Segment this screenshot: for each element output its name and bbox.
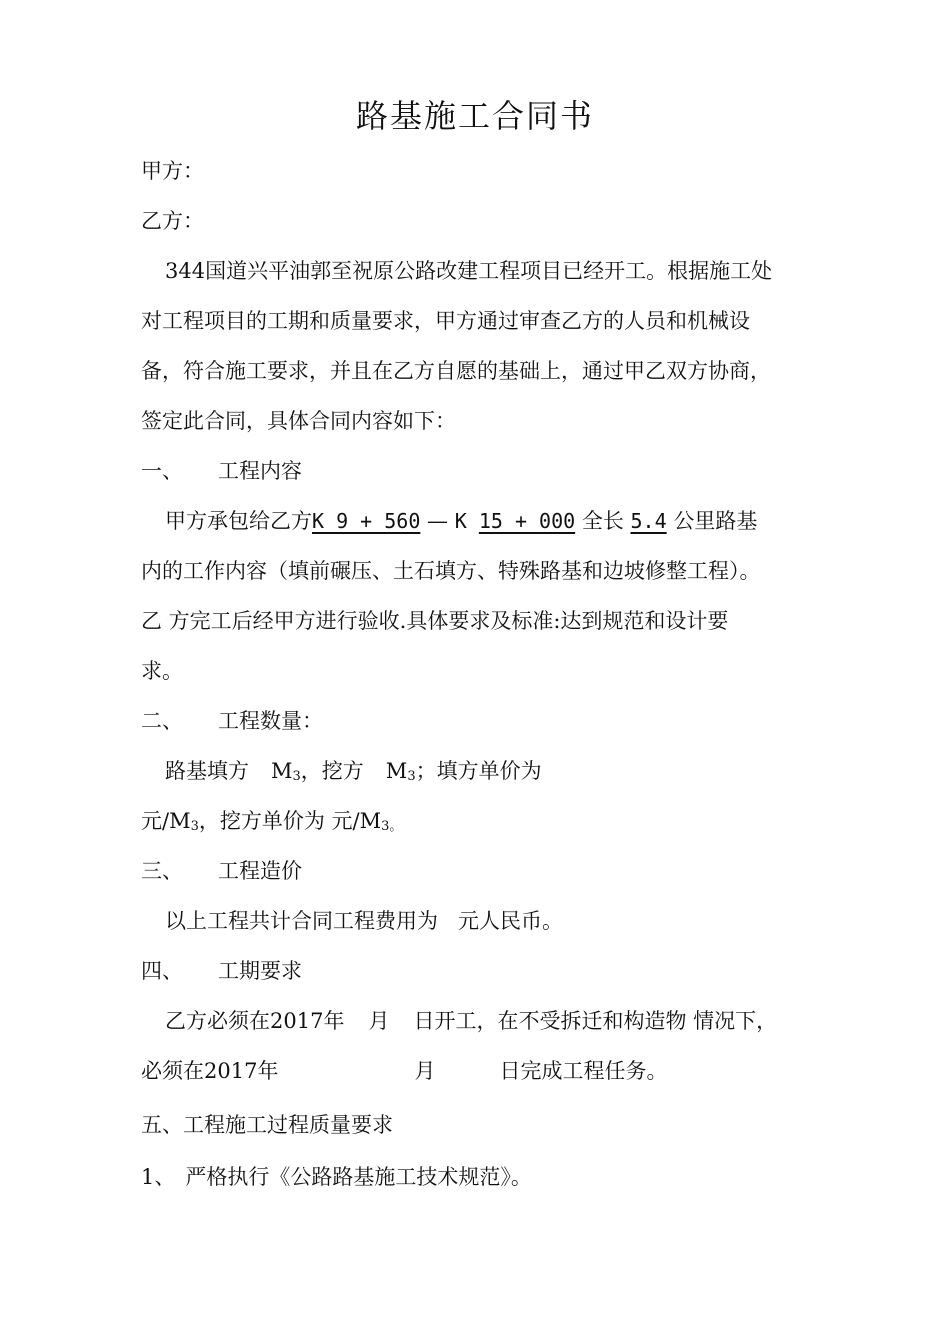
section-1-line-3: 乙 方完工后经甲方进行验收.具体要求及标准:达到规范和设计要 <box>141 609 729 633</box>
month-char: 月 <box>368 1009 390 1033</box>
unit-m: M <box>271 759 293 783</box>
year-char: 年 <box>257 1059 279 1083</box>
month-char: 月 <box>414 1059 436 1083</box>
section-title: 工程内容 <box>218 459 302 483</box>
cost-line <box>165 906 820 936</box>
section-3-heading <box>141 856 820 886</box>
end-year: 2017 <box>204 1059 258 1083</box>
section-2-heading <box>141 706 820 736</box>
start-year: 2017 <box>270 1009 324 1033</box>
start-chainage: K 9 + 560 <box>312 509 421 533</box>
section-1-line-2: 内的工作内容（填前碾压、土石填方、特殊路基和边坡修整工程）。 <box>141 559 761 583</box>
item-text: 严格执行《公路路基施工技术规范》。 <box>185 1165 532 1189</box>
section-number: 二、 <box>141 709 183 733</box>
length-value: 5.4 <box>630 509 667 533</box>
party-b-label: 乙方： <box>141 209 204 233</box>
schedule-text-b: 日完成工程任务。 <box>499 1059 668 1083</box>
schedule-text-b: 日开工，在不受拆迁和构造物 情况下， <box>413 1009 778 1033</box>
scope-suffix: 公里路基 <box>666 509 758 533</box>
section-1-scope-line <box>165 506 820 536</box>
year-char: 年 <box>323 1009 345 1033</box>
unit-price-1: 元/M <box>141 809 191 833</box>
range-dash: — <box>420 509 455 533</box>
schedule-line-2 <box>141 1056 820 1086</box>
party-a-label: 甲方： <box>141 159 204 183</box>
schedule-text: 必须在 <box>141 1059 204 1083</box>
cost-text-b: 元人民币。 <box>458 909 563 933</box>
dig-price-label: ，挖方单价为 元/M <box>198 809 382 833</box>
quantity-line <box>165 756 820 792</box>
schedule-line-1 <box>165 1006 820 1036</box>
section-title: 工程数量： <box>218 709 323 733</box>
scope-prefix: 甲方承包给乙方 <box>165 509 312 533</box>
unit-superscript: 3 <box>381 819 390 834</box>
intro-line-2: 对工程项目的工期和质量要求，甲方通过审查乙方的人员和机械设 <box>141 309 750 333</box>
section-1-heading <box>141 456 820 486</box>
unit-superscript: 3 <box>292 769 301 784</box>
section-5-heading: 五、工程施工过程质量要求 <box>141 1113 393 1137</box>
unit-m: M <box>385 759 408 783</box>
section-title: 工程造价 <box>218 859 302 883</box>
unit-superscript: 3 <box>407 769 416 784</box>
section-number: 一、 <box>141 459 183 483</box>
intro-line-1: 344国道兴平油郭至祝原公路改建工程项目已经开工。根据施工处 <box>165 259 773 283</box>
section-number: 四、 <box>141 959 183 983</box>
cost-text-a: 以上工程共计合同工程费用为 <box>165 909 438 933</box>
section-number: 三、 <box>141 859 183 883</box>
item-number: 1、 <box>141 1165 176 1189</box>
section-5-item-1 <box>141 1162 820 1192</box>
intro-line-4: 签定此合同，具体合同内容如下： <box>141 409 456 433</box>
schedule-text: 乙方必须在 <box>165 1009 270 1033</box>
section-4-heading <box>141 956 820 986</box>
unit-superscript: 3 <box>190 819 199 834</box>
dig-label: ，挖方 <box>300 759 364 783</box>
intro-line-3: 备，符合施工要求，并且在乙方自愿的基础上，通过甲乙双方协商， <box>141 359 771 383</box>
end-mark: 。 <box>389 819 403 834</box>
fill-price-label: ；填方单价为 <box>415 759 542 783</box>
end-chainage: 15 + 000 <box>478 509 576 533</box>
end-chainage-k: K <box>454 509 479 533</box>
fill-label: 路基填方 <box>165 759 249 783</box>
length-label: 全长 <box>575 509 631 533</box>
section-1-line-4: 求。 <box>141 659 183 683</box>
price-line <box>141 806 820 842</box>
section-title: 工期要求 <box>218 959 302 983</box>
document-title: 路基施工合同书 <box>355 97 594 135</box>
